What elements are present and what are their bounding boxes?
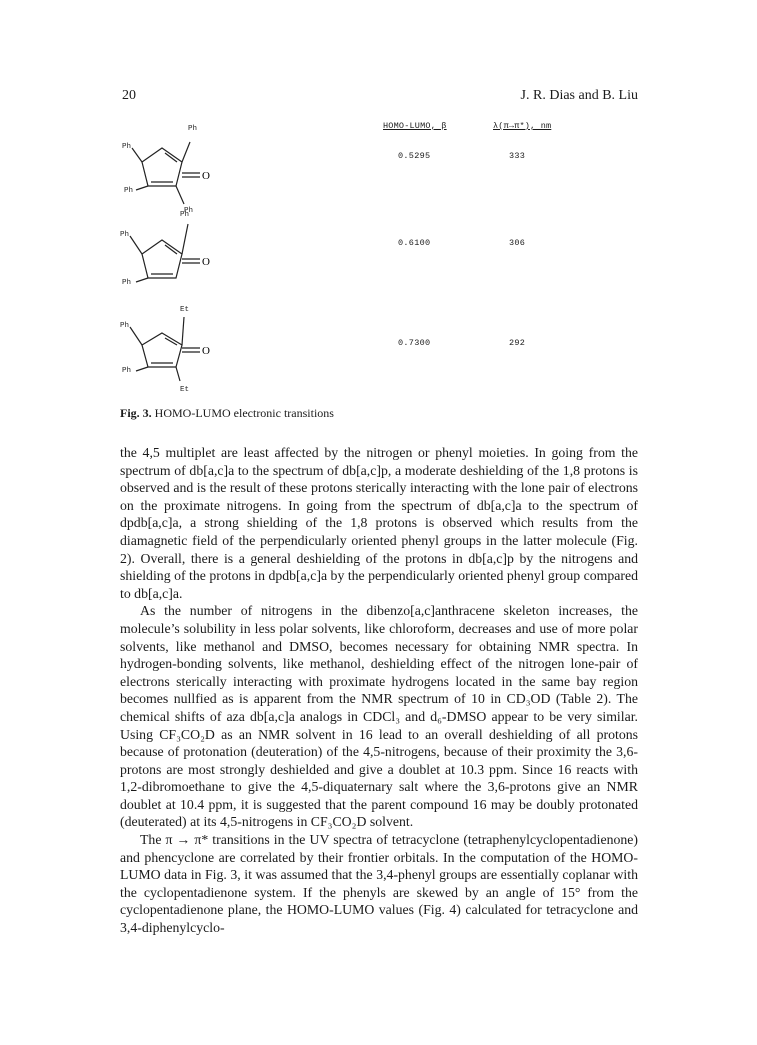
diethyldiphenylcyclopentadienone-structure: [118, 305, 228, 405]
running-head: J. R. Dias and B. Liu: [520, 88, 638, 103]
figure-caption: [120, 406, 334, 421]
substituent-label: Ph: [122, 279, 132, 287]
figure-caption-text: HOMO-LUMO electronic transitions: [154, 406, 334, 420]
paragraph: the 4,5 multiplet are least affected by the nitrogen or phenyl moieties. In going from the spectrum of db[a,c]a to the spectrum of db[a,c]p, a moderate deshielding of the 1,8 protons is observed and is the result of these protons sterically interacting with the lone pair of electrons on the proximate nitrogens. In going from the spectrum of db[a,c]a to the spectrum of dpdb[a,c]a, a strong shielding of the 1,8 protons is observed which results from the diamagnetic field of the perpendicularly oriented phenyl groups in the latter molecule (Fig. 2). Overall, there is a general deshielding of the protons in db[a,c]p by the nitrogens and shielding of the protons in dpdb[a,c]a by the perpendicularly oriented phenyl group compared to db[a,c]a.: [120, 445, 638, 601]
diphenylcyclopentadienone-structure: [118, 210, 228, 310]
lambda-value: 292: [509, 338, 526, 348]
substituent-label: Ph: [188, 125, 198, 133]
carbonyl-oxygen-label: O: [202, 345, 210, 357]
body-text: [120, 444, 638, 937]
substituent-label: Ph: [120, 231, 130, 239]
lambda-value: 306: [509, 238, 526, 248]
substituent-label: Ph: [122, 143, 132, 151]
column-header-homo-lumo: HOMO-LUMO, β: [383, 121, 447, 131]
substituent-label: Ph: [184, 207, 194, 215]
column-header-lambda: λ(π→π*), nm: [493, 121, 552, 131]
paragraph: As the number of nitrogens in the dibenzo[a,c]anthracene skeleton increases, the molecule’s solubility in less polar solvents, like chloroform, decreases and use of more polar solvents, like methanol and DMSO, becomes necessary for obtaining NMR spectra. In hydrogen-bonding solvents, like methanol, deshielding effect of the nitrogen lone-pair of electrons sterically interacting with proximate hydrogens located in the same bay region becomes nullfied as is apparent from the NMR spectrum of 10 in CD₃OD (Table 2). The chemical shifts of aza db[a,c]a analogs in CDCl₃ and d₆-DMSO appear to be very similar. Using CF₃CO₂D as an NMR solvent in 16 lead to an overall deshielding of all protons because of protonation (deuteration) of the 4,5-nitrogens, because of their proximity the 3,6-protons are most strongly deshielded and give a doublet at 10.3 ppm. Since 16 reacts with 1,2-dibromoethane to give the 4,5-diquaternary salt where the 3,6-protons give an NMR doublet at 10.4 ppm, it is suggested that the parent compound 16 may be doubly protonated (deuterated) at its 4,5-nitrogens in CF₃CO₂D solvent.: [120, 603, 638, 830]
substituent-label: Ph: [120, 322, 130, 330]
lambda-value: 333: [509, 151, 526, 161]
tetracyclone-structure: [118, 118, 228, 218]
substituent-label: Ph: [124, 187, 134, 195]
homo-lumo-value: 0.6100: [398, 238, 431, 248]
homo-lumo-value: 0.7300: [398, 338, 431, 348]
page-number: 20: [122, 88, 136, 103]
carbonyl-oxygen-label: O: [202, 256, 210, 268]
substituent-label: Et: [180, 386, 190, 394]
paragraph: The π → π* transitions in the UV spectra of tetracyclone (tetraphenylcyclopentadienone) and phencyclone are correlated by their frontier orbitals. In the computation of the HOMO-LUMO data in Fig. 3, it was assumed that the 3,4-phenyl groups are essentially coplanar with the cyclopentadienone system. If the phenyls are skewed by an angle of 15° from the cyclopentadienone plane, the HOMO-LUMO values (Fig. 4) calculated for tetracyclone and 3,4-diphenylcyclo-: [120, 832, 638, 936]
substituent-label: Et: [180, 306, 190, 314]
carbonyl-oxygen-label: O: [202, 170, 210, 182]
substituent-label: Ph: [180, 211, 190, 219]
substituent-label: Ph: [122, 367, 132, 375]
figure-caption-label: Fig. 3.: [120, 406, 152, 420]
homo-lumo-value: 0.5295: [398, 151, 431, 161]
